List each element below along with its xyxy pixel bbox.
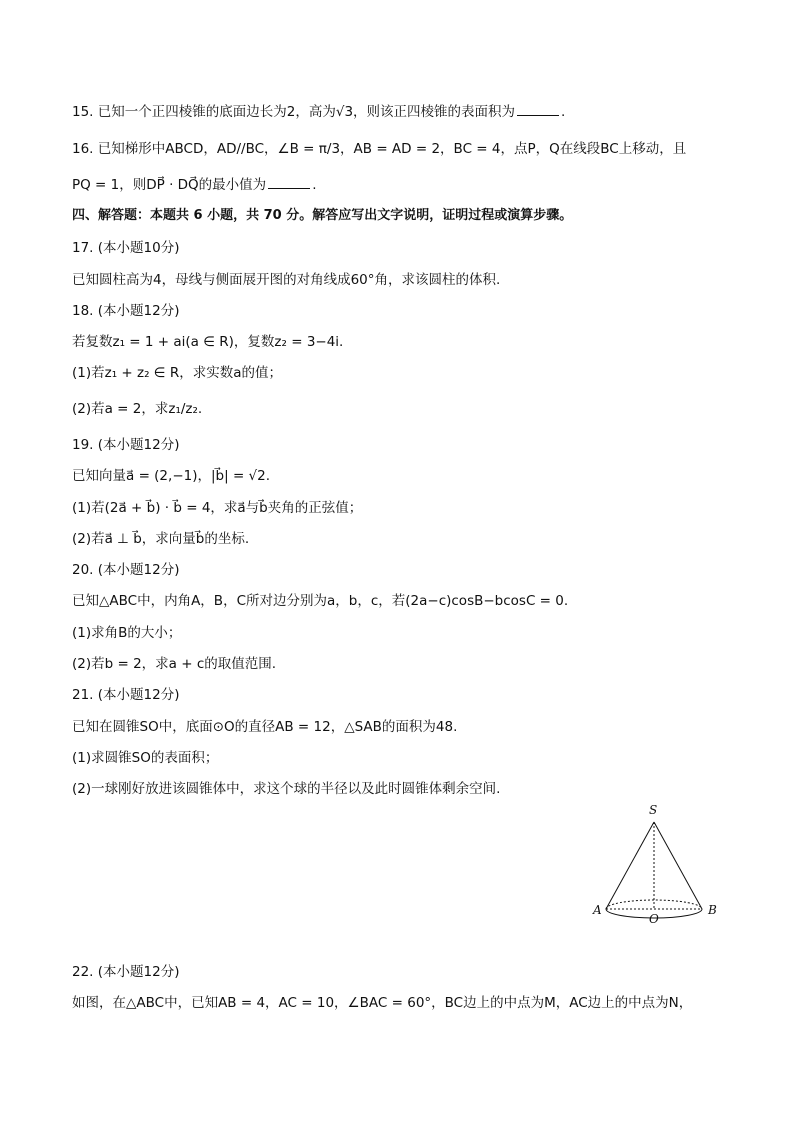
q18-part2: (2)若a = 2，求z₁/z₂. [72,401,203,417]
q20-part1: (1)求角B的大小； [72,625,182,641]
q16-end: . [312,177,317,193]
q21-head: 21. (本小题12分) [72,687,180,703]
cone-figure [585,798,725,928]
answer-blank [517,103,559,116]
q20-head: 20. (本小题12分) [72,562,180,578]
question-16-line1 [72,140,686,158]
q15-end: . [561,104,566,120]
q19-head: 19. (本小题12分) [72,437,180,453]
q18-part1: (1)若z₁ + z₂ ∈ R，求实数a的值； [72,365,283,381]
label-b: B [708,903,717,917]
question-16-line2 [72,176,316,194]
label-s: S [649,803,658,817]
cone-side-right [654,822,702,909]
q20-body: 已知△ABC中，内角A，B，C所对边分别为a，b，c，若(2a−c)cosB−bcosC = 0. [72,593,569,609]
answer-blank [268,176,310,189]
q19-part2: (2)若a⃗ ⊥ b⃗，求向量b⃗的坐标. [72,531,250,547]
q19-body: 已知向量a⃗ = (2,−1)，|b⃗| = √2. [72,468,271,484]
q15-text: 15. 已知一个正四棱锥的底面边长为2，高为√3，则该正四棱锥的表面积为 [72,104,516,120]
label-a: A [593,903,602,917]
q18-head: 18. (本小题12分) [72,303,180,319]
q22-head: 22. (本小题12分) [72,964,180,980]
label-o: O [649,912,659,926]
q21-part1: (1)求圆锥SO的表面积； [72,750,219,766]
q19-part1: (1)若(2a⃗ + b⃗) · b⃗ = 4，求a⃗与b⃗夹角的正弦值； [72,500,363,516]
question-15 [72,103,565,121]
q21-body: 已知在圆锥SO中，底面⊙O的直径AB = 12，△SAB的面积为48. [72,719,458,735]
q17-head: 17. (本小题10分) [72,240,180,256]
q16-line1: 16. 已知梯形中ABCD，AD//BC，∠B = π/3，AB = AD = 2，BC = 4，点P，Q在线段BC上移动，且 [72,141,687,157]
section-heading: 四、解答题：本题共 6 小题，共 70 分。解答应写出文字说明，证明过程或演算步骤。 [72,208,573,223]
cone-diagram [585,798,725,928]
cone-side-left [606,822,654,909]
q21-part2: (2)一球刚好放进该圆锥体中，求这个球的半径以及此时圆锥体剩余空间. [72,781,501,797]
q18-body: 若复数z₁ = 1 + ai(a ∈ R)，复数z₂ = 3−4i. [72,334,344,350]
q17-body: 已知圆柱高为4，母线与侧面展开图的对角线成60°角，求该圆柱的体积. [72,272,501,288]
q20-part2: (2)若b = 2，求a + c的取值范围. [72,656,277,672]
q16-line2: PQ = 1，则DP⃗ · DQ⃗的最小值为 [72,177,267,193]
q22-body: 如图，在△ABC中，已知AB = 4，AC = 10，∠BAC = 60°，BC边上的中点为M，AC边上的中点为N， [72,995,693,1011]
